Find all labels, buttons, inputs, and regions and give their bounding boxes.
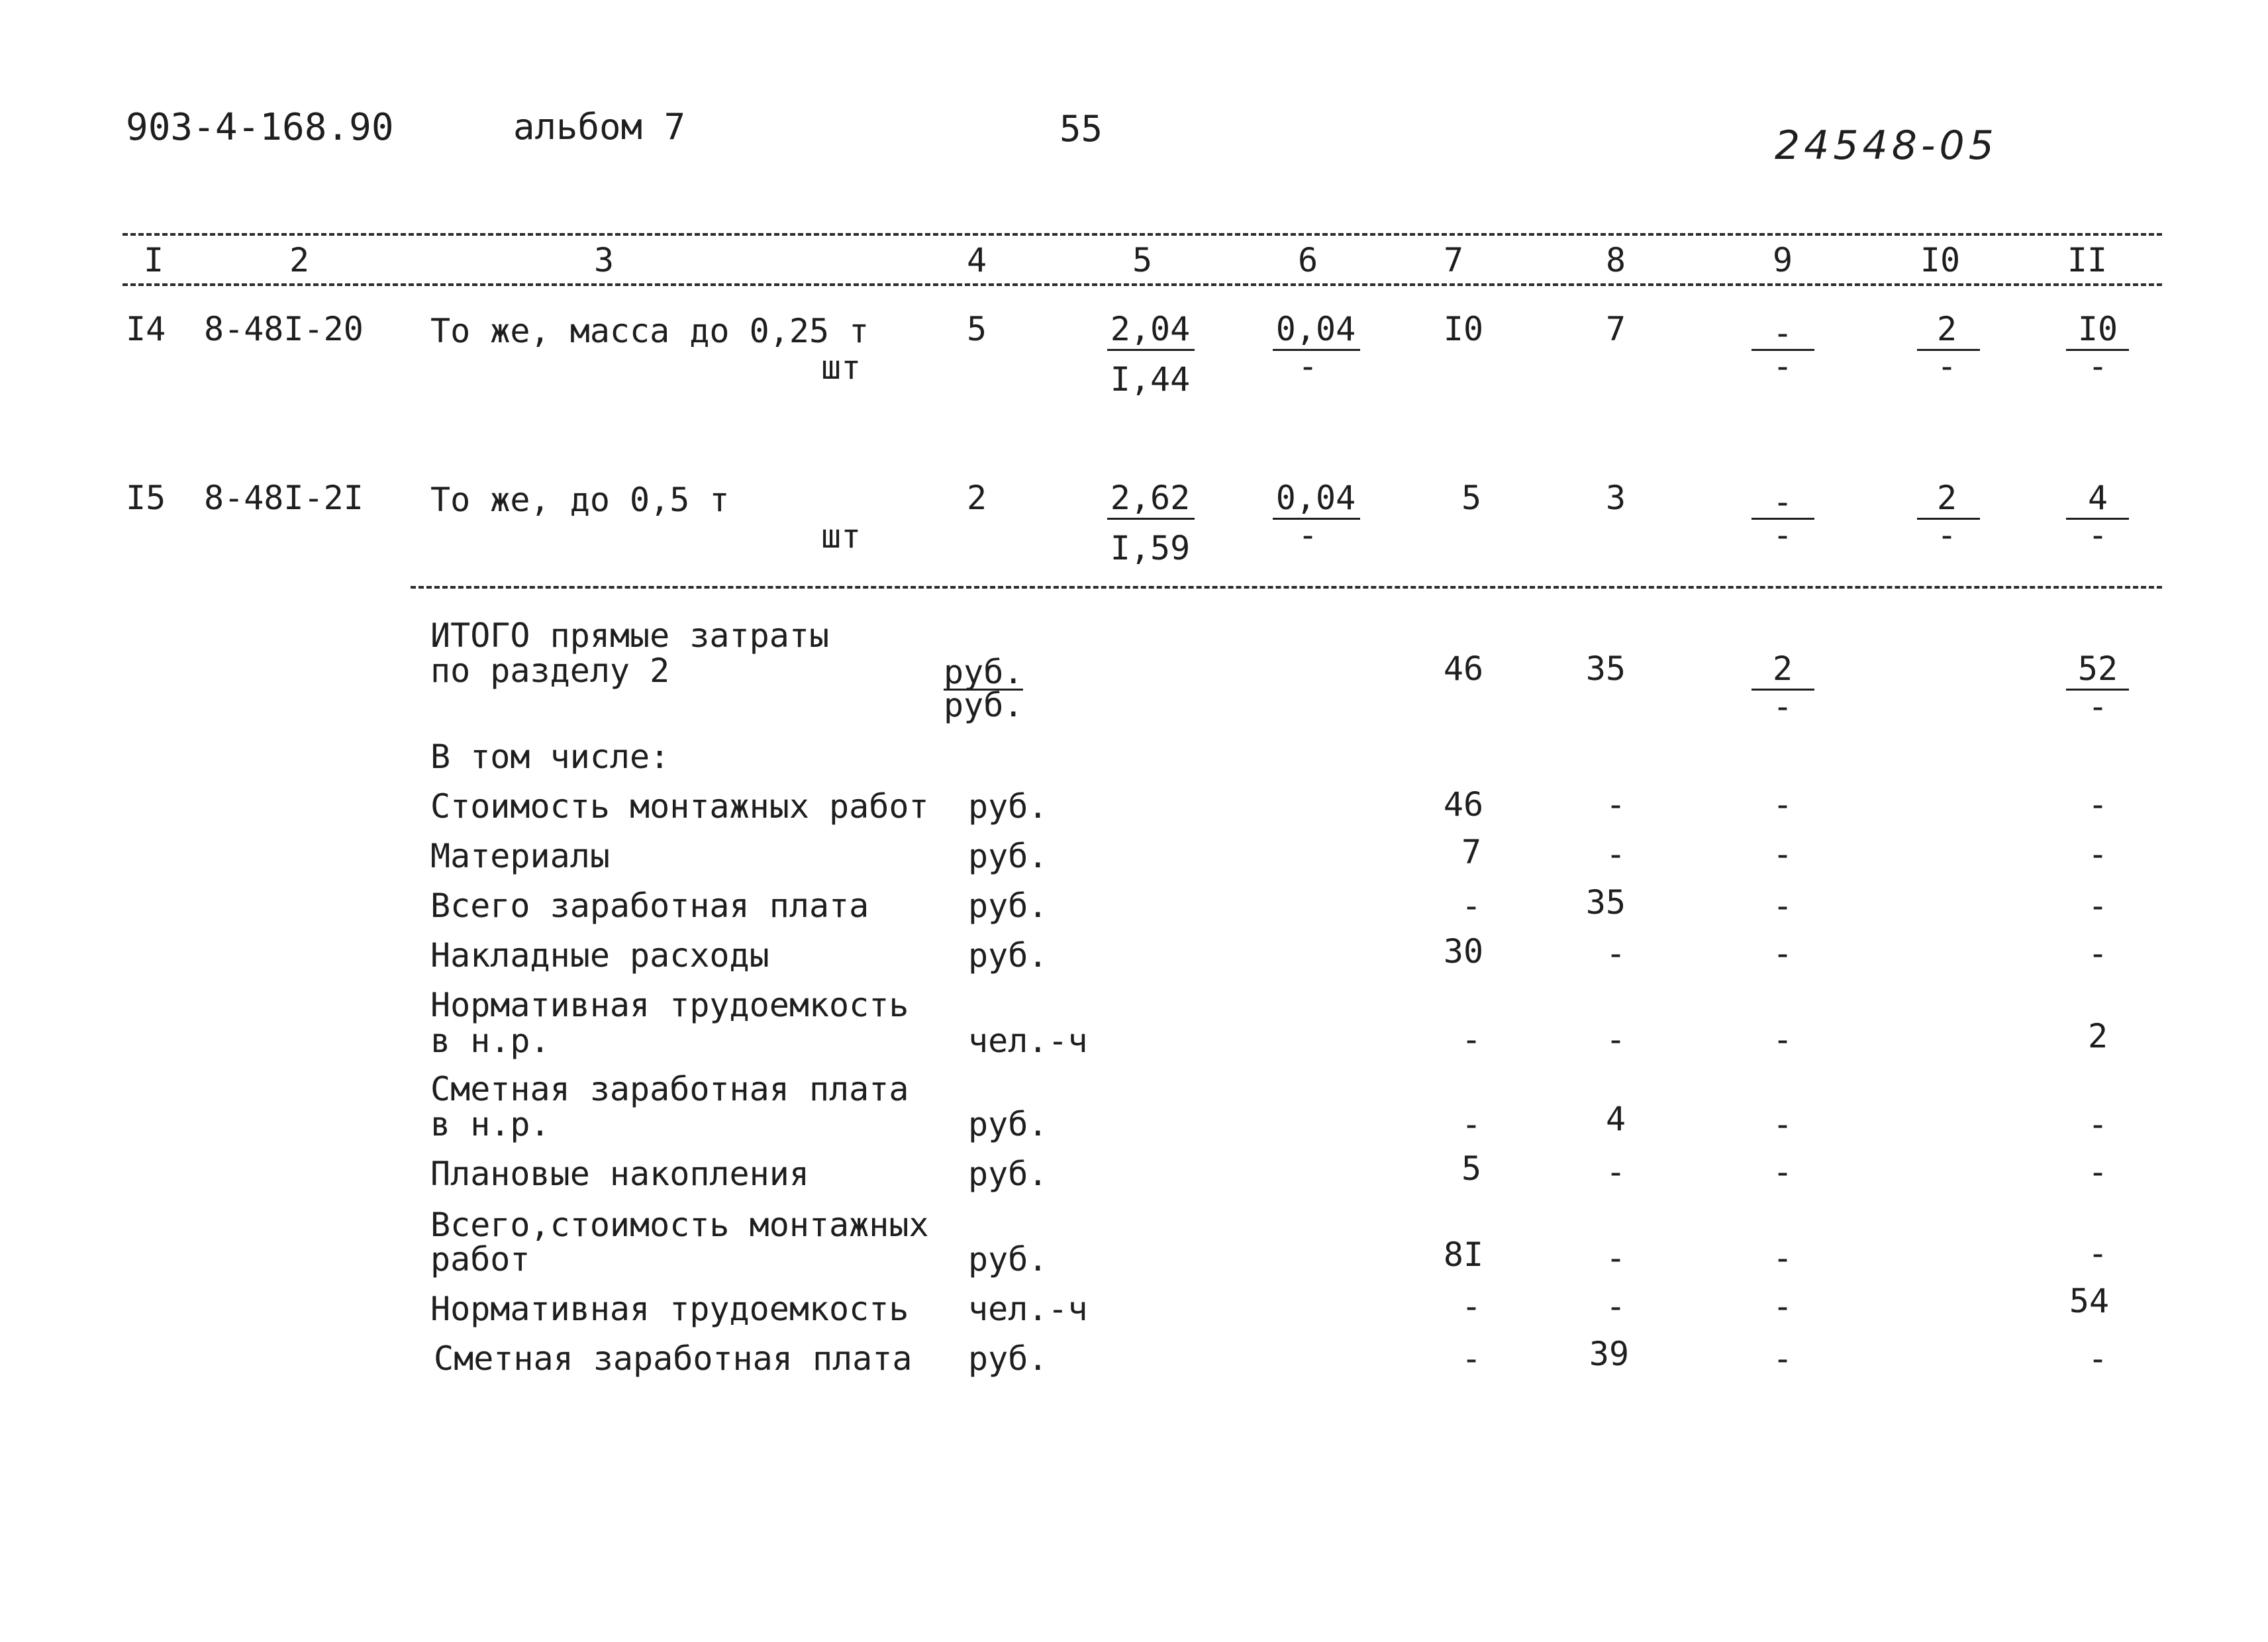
breakdown-col9: - [1772, 1020, 1793, 1059]
breakdown-label: Накладные расходы [430, 936, 769, 975]
col7-value: 5 [1461, 479, 1482, 517]
totals-separator [411, 586, 2162, 589]
column-header-4: 4 [966, 241, 987, 279]
breakdown-unit: руб. [968, 1155, 1048, 1193]
col10-bottom: - [1936, 347, 1957, 385]
breakdown-label: Плановые накопления [430, 1155, 809, 1193]
breakdown-col8: - [1605, 1153, 1626, 1191]
breakdown-label: Сметная заработная плата [430, 1070, 909, 1108]
row-code: 8-48I-20 [204, 310, 364, 348]
handwritten-stamp: 24548-05 [1775, 122, 1998, 169]
breakdown-col11: - [2087, 1234, 2108, 1273]
column-header-2: 2 [289, 241, 310, 279]
breakdown-col9: - [1772, 1153, 1793, 1191]
breakdown-col11: 2 [2087, 1017, 2108, 1055]
totals-unit-bottom: руб. [944, 686, 1024, 724]
header-top-rule [123, 233, 2162, 236]
breakdown-col8: - [1605, 1020, 1626, 1059]
totals-col8: 35 [1585, 650, 1626, 688]
breakdown-col9: - [1772, 1339, 1793, 1378]
breakdown-col9: - [1772, 887, 1793, 925]
breakdown-col11: 54 [2069, 1282, 2110, 1320]
breakdown-unit: руб. [968, 1105, 1048, 1143]
col9-bottom: - [1772, 347, 1793, 385]
breakdown-col9: - [1772, 1287, 1793, 1326]
col9-bottom: - [1772, 516, 1793, 554]
breakdown-col7: 30 [1443, 932, 1484, 971]
breakdown-col7: - [1461, 1287, 1482, 1326]
col6-top: 0,04 [1275, 479, 1356, 517]
breakdown-unit: руб. [968, 887, 1048, 925]
breakdown-col8: - [1605, 1239, 1626, 1277]
column-header-1: I [143, 241, 164, 279]
column-header-10: I0 [1920, 241, 1961, 279]
column-header-7: 7 [1443, 241, 1464, 279]
breakdown-col7: - [1461, 1020, 1482, 1059]
breakdown-label: Стоимость монтажных работ [430, 787, 929, 826]
totals-col11-top: 52 [2077, 650, 2118, 688]
breakdown-col11: - [2087, 1105, 2108, 1143]
row-number: I5 [126, 479, 166, 517]
col5-bottom: I,59 [1110, 529, 1191, 567]
breakdown-col11: - [2087, 785, 2108, 824]
col7-value: I0 [1443, 310, 1484, 348]
row-quantity: 2 [966, 479, 987, 517]
page-number: 55 [1060, 108, 1103, 150]
breakdown-col7: - [1461, 1339, 1482, 1378]
column-header-11: II [2067, 241, 2108, 279]
column-header-5: 5 [1132, 241, 1153, 279]
breakdown-col9: - [1772, 934, 1793, 973]
row-unit: шт [821, 517, 862, 555]
breakdown-col9: - [1772, 835, 1793, 873]
breakdown-label: Нормативная трудоемкость [430, 986, 909, 1024]
col6-bottom: - [1297, 516, 1318, 554]
including-label: В том числе: [430, 738, 670, 776]
breakdown-label: Нормативная трудоемкость [430, 1290, 909, 1328]
column-header-3: 3 [593, 241, 615, 279]
breakdown-label-line2: в н.р. [430, 1022, 550, 1060]
col5-fraction-line [1107, 518, 1195, 520]
breakdown-label-line2: в н.р. [430, 1105, 550, 1143]
breakdown-label: Всего,стоимость монтажных [430, 1206, 929, 1244]
breakdown-col9: - [1772, 1239, 1793, 1277]
col6-bottom: - [1297, 347, 1318, 385]
breakdown-label: Материалы [430, 837, 610, 875]
breakdown-unit: руб. [968, 936, 1048, 975]
col10-top: 2 [1936, 310, 1957, 348]
col6-top: 0,04 [1275, 310, 1356, 348]
document-code: 903-4-168.90 [126, 106, 394, 149]
breakdown-col8: 35 [1585, 883, 1626, 922]
row-description: То же, масса до 0,25 т [430, 312, 869, 350]
breakdown-col7: 5 [1461, 1149, 1482, 1188]
breakdown-col9: - [1772, 785, 1793, 824]
totals-label-line1: ИТОГО прямые затраты [430, 616, 830, 655]
col8-value: 7 [1605, 310, 1626, 348]
col5-fraction-line [1107, 349, 1195, 351]
col5-top: 2,04 [1110, 310, 1191, 348]
totals-unit-top: руб. [944, 653, 1024, 691]
totals-col7: 46 [1443, 650, 1484, 688]
column-header-6: 6 [1297, 241, 1318, 279]
breakdown-label-line2: работ [430, 1240, 530, 1279]
breakdown-col8: - [1605, 1287, 1626, 1326]
breakdown-unit: руб. [968, 1339, 1048, 1378]
breakdown-label: Сметная заработная плата [434, 1339, 912, 1378]
header-bottom-rule [123, 283, 2162, 286]
column-header-9: 9 [1772, 241, 1793, 279]
breakdown-col8: - [1605, 934, 1626, 973]
row-unit: шт [821, 348, 862, 387]
col10-top: 2 [1936, 479, 1957, 517]
breakdown-col7: 8I [1443, 1235, 1484, 1274]
breakdown-col8: - [1605, 835, 1626, 873]
breakdown-col11: - [2087, 934, 2108, 973]
breakdown-col7: 46 [1443, 785, 1484, 824]
breakdown-col7: 7 [1461, 833, 1482, 871]
breakdown-unit: чел.-ч [968, 1290, 1088, 1328]
breakdown-col7: - [1461, 887, 1482, 925]
breakdown-col9: - [1772, 1105, 1793, 1143]
col11-top: 4 [2087, 479, 2108, 517]
row-number: I4 [126, 310, 166, 348]
breakdown-unit: руб. [968, 837, 1048, 875]
breakdown-col8: 39 [1589, 1335, 1630, 1373]
totals-label-line2: по разделу 2 [430, 652, 670, 690]
album-label: альбом 7 [513, 106, 686, 148]
totals-col9-top: 2 [1772, 650, 1793, 688]
row-code: 8-48I-2I [204, 479, 364, 517]
col9-top: - [1772, 314, 1793, 352]
col10-bottom: - [1936, 516, 1957, 554]
breakdown-col8: 4 [1605, 1100, 1626, 1138]
totals-col9-bottom: - [1772, 687, 1793, 726]
breakdown-unit: руб. [968, 1240, 1048, 1279]
col5-bottom: I,44 [1110, 360, 1191, 399]
breakdown-col11: - [2087, 887, 2108, 925]
breakdown-col8: - [1605, 785, 1626, 824]
breakdown-col7: - [1461, 1105, 1482, 1143]
totals-col11-bottom: - [2087, 687, 2108, 726]
breakdown-unit: руб. [968, 787, 1048, 826]
row-quantity: 5 [966, 310, 987, 348]
col9-top: - [1772, 483, 1793, 521]
col5-top: 2,62 [1110, 479, 1191, 517]
breakdown-col11: - [2087, 1339, 2108, 1378]
col11-bottom: - [2087, 347, 2108, 385]
col11-bottom: - [2087, 516, 2108, 554]
col8-value: 3 [1605, 479, 1626, 517]
breakdown-unit: чел.-ч [968, 1022, 1088, 1060]
row-description: То же, до 0,5 т [430, 481, 730, 519]
breakdown-col11: - [2087, 1153, 2108, 1191]
col11-top: I0 [2077, 310, 2118, 348]
breakdown-col11: - [2087, 835, 2108, 873]
breakdown-label: Всего заработная плата [430, 887, 869, 925]
column-header-8: 8 [1605, 241, 1626, 279]
